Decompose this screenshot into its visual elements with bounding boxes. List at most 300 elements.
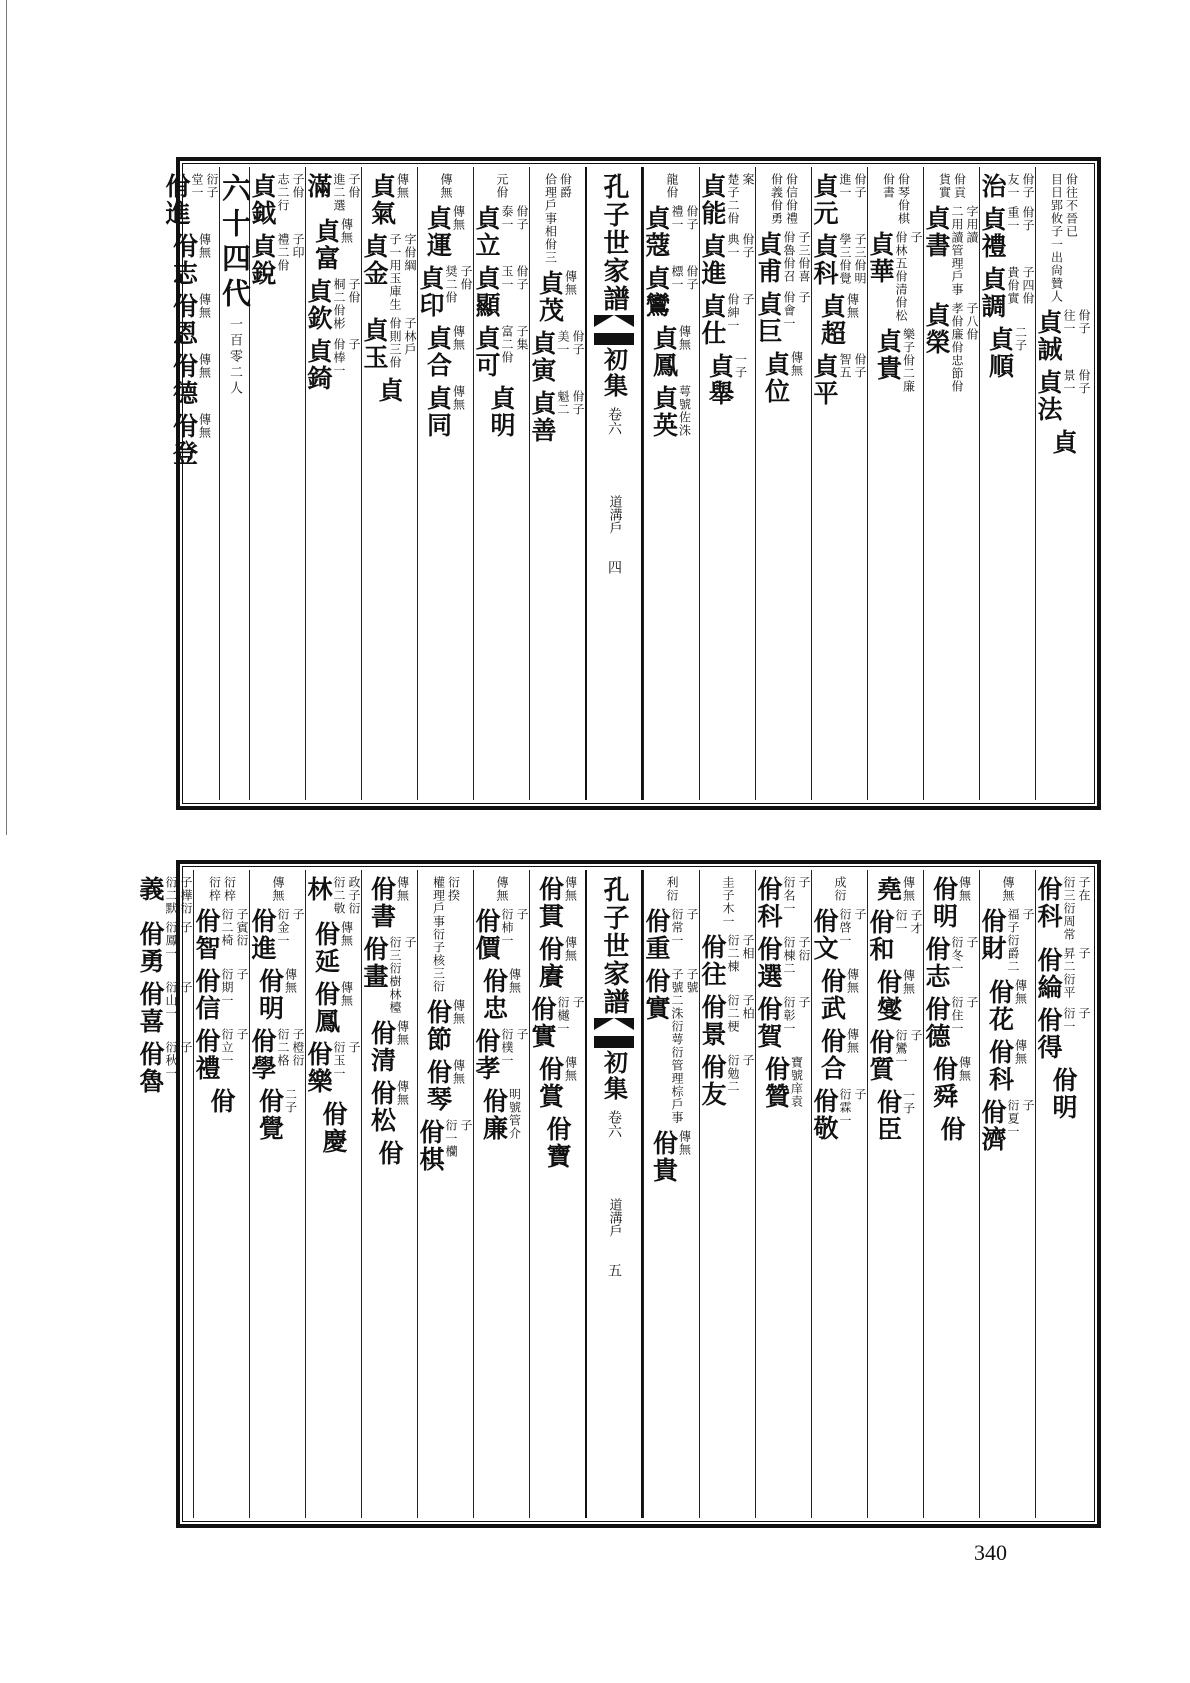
person-note: 傳無 xyxy=(271,876,285,902)
person-note: 子 xyxy=(347,338,361,351)
person-note: 佾子 xyxy=(571,390,585,416)
person-name: 佾 xyxy=(375,1140,404,1167)
person-name: 佾得 xyxy=(1034,1007,1063,1061)
person-entry xyxy=(311,921,354,975)
person-name: 佾勇 xyxy=(136,921,165,975)
person-note: 傳無 xyxy=(1013,1039,1028,1065)
person-note: 子佾 xyxy=(291,173,305,199)
person-note: 佾子 xyxy=(685,265,699,291)
person-note: 佾魯佾召 xyxy=(782,231,796,283)
person-name: 堯 xyxy=(873,876,903,903)
person-note: 衍立一 xyxy=(220,1028,234,1067)
person-entry xyxy=(756,231,811,285)
person-note: 禮二佾 xyxy=(276,233,290,272)
person-name: 佾志 xyxy=(922,936,951,990)
person-note: 衍樾一 xyxy=(556,996,570,1035)
person-name: 佾進 xyxy=(162,173,191,227)
person-name: 佾智 xyxy=(192,908,221,962)
person-name: 佾重 xyxy=(642,908,671,962)
person-note: 傳無 xyxy=(507,968,522,994)
person-name: 滿 xyxy=(304,173,333,200)
person-note: 一子 xyxy=(901,1089,916,1115)
scan-edge-line xyxy=(6,0,7,835)
person-note: 魁二 xyxy=(556,390,570,416)
person-note: 子 xyxy=(797,876,811,889)
person-entry xyxy=(194,1028,249,1082)
genealogy-column xyxy=(218,167,252,800)
person-note: 衍二梗 xyxy=(726,994,740,1033)
person-name: 貞 xyxy=(1049,429,1078,456)
person-entry xyxy=(306,173,361,212)
person-note: 傳無 xyxy=(439,173,453,199)
person-entry xyxy=(423,999,466,1053)
person-note: 利衍 xyxy=(665,876,679,902)
person-note: 傳無 xyxy=(957,876,972,902)
person-note: 佾會一 xyxy=(782,291,796,330)
person-note: 衍夏一 xyxy=(1006,1099,1020,1138)
person-note: 衍住一 xyxy=(950,996,964,1035)
person-name: 佾財 xyxy=(978,908,1007,962)
person-note: 子 xyxy=(965,996,979,1009)
person-name: 佾賞 xyxy=(535,1056,565,1110)
person-note: 二子 xyxy=(1013,326,1028,352)
person-name: 貞同 xyxy=(423,385,453,439)
person-entry xyxy=(1049,173,1079,303)
person-note: 佾書 xyxy=(881,173,896,199)
person-entry xyxy=(980,206,1035,260)
person-note: 字佾綱 xyxy=(403,233,417,272)
person-note: 子集 xyxy=(515,325,529,351)
person-name: 佾實 xyxy=(642,968,671,1022)
person-name: 貞鉞 xyxy=(248,173,277,227)
person-note: 志二行 xyxy=(276,173,290,212)
person-entry xyxy=(1036,1007,1091,1061)
person-entry xyxy=(194,968,249,1022)
person-note: 子 xyxy=(571,996,585,1009)
person-note: 傳無 xyxy=(901,876,916,902)
genealogy-column xyxy=(164,167,219,800)
person-entry xyxy=(700,173,755,227)
person-name: 貞金 xyxy=(360,233,389,287)
person-note: 子 xyxy=(741,1054,755,1067)
page-center-column xyxy=(585,870,643,1518)
person-entry xyxy=(756,876,811,930)
person-note: 堂一 xyxy=(190,173,204,199)
person-name: 貞超 xyxy=(817,293,847,347)
person-note: 佾子 xyxy=(1021,173,1035,199)
person-entry xyxy=(423,325,466,379)
person-name: 貞寅 xyxy=(528,330,557,384)
person-entry xyxy=(720,876,735,928)
person-entry xyxy=(367,1080,410,1134)
person-name: 佾和 xyxy=(866,909,895,963)
person-entry xyxy=(817,1028,860,1082)
person-name: 佾孝 xyxy=(472,1028,501,1082)
person-name: 治 xyxy=(978,173,1007,200)
person-name: 貞平 xyxy=(810,353,839,407)
person-name: 佾賡 xyxy=(535,936,565,990)
person-note: 傳無 xyxy=(845,968,860,994)
person-entry xyxy=(438,173,453,199)
person-note: 傳無 xyxy=(451,1059,466,1085)
person-entry xyxy=(756,996,811,1050)
person-entry xyxy=(817,968,860,1022)
person-name: 貞誠 xyxy=(1034,309,1063,363)
person-note: 子 xyxy=(797,291,811,304)
person-entry xyxy=(535,1056,578,1110)
person-note: 衍二敬 xyxy=(332,876,346,915)
person-note: 衍彰一 xyxy=(782,996,796,1035)
person-note: 子 xyxy=(909,231,923,244)
person-name: 佾松 xyxy=(367,1080,397,1134)
person-note: 子 xyxy=(1077,947,1091,960)
person-entry xyxy=(474,265,529,319)
person-name: 佾德 xyxy=(922,996,951,1050)
person-note: 佾林五佾清佾松 xyxy=(894,231,908,322)
person-entry xyxy=(1000,876,1015,902)
person-entry xyxy=(1036,876,1091,941)
person-name: 貞順 xyxy=(985,326,1015,380)
person-note: 佾爵 xyxy=(558,173,573,199)
person-note: 傳無 xyxy=(845,1028,860,1054)
person-note: 目日郢攸子一出尙贊人 xyxy=(1049,173,1064,303)
person-name: 佾實 xyxy=(528,996,557,1050)
person-entry xyxy=(873,1089,916,1143)
person-note: 貴佾實 xyxy=(1006,266,1020,305)
person-note: 衍玉一 xyxy=(332,1041,346,1080)
person-entry xyxy=(270,876,285,902)
person-note: 奨二佾 xyxy=(444,265,458,304)
genealogy-column xyxy=(979,870,1035,1518)
person-note: 衍梓 xyxy=(222,876,237,902)
person-entry xyxy=(474,205,529,259)
person-entry xyxy=(812,1088,867,1142)
person-note: 子 xyxy=(235,1028,249,1041)
person-note: 進二選 xyxy=(332,173,346,212)
genealogy-column xyxy=(249,870,305,1518)
genealogy-column xyxy=(305,870,361,1518)
person-entry xyxy=(980,1099,1035,1153)
person-name: 佾花 xyxy=(985,979,1015,1033)
person-entry xyxy=(367,1020,410,1074)
person-entry xyxy=(169,353,212,407)
clan-branch-label: 道溝戶 xyxy=(606,1198,622,1237)
person-name: 義 xyxy=(136,876,165,903)
genealogy-column xyxy=(529,167,585,800)
person-note: 佾子 xyxy=(741,233,755,259)
person-entry xyxy=(1036,309,1091,363)
person-note: 子 xyxy=(179,981,193,994)
person-note: 傳無 xyxy=(451,385,466,411)
person-entry xyxy=(545,1116,570,1170)
collection-label: 初集 xyxy=(599,347,629,399)
fishtail-mark xyxy=(594,315,634,345)
person-name: 佾友 xyxy=(698,1054,727,1108)
genealogy-column xyxy=(473,167,529,800)
person-note: 子印 xyxy=(291,233,305,259)
person-entry xyxy=(1036,947,1091,1001)
person-note: 佾子 xyxy=(515,265,529,291)
person-name: 佾琴 xyxy=(423,1059,453,1113)
person-name: 貞進 xyxy=(698,233,727,287)
generation-count: 一百零二人 xyxy=(227,317,242,397)
person-entry xyxy=(929,1056,972,1110)
person-entry xyxy=(494,876,509,902)
person-note: 傳無 xyxy=(563,1056,578,1082)
person-name: 佾科 xyxy=(1034,876,1063,930)
person-note: 子賓衍 xyxy=(235,908,249,947)
person-name: 佾燮 xyxy=(873,969,903,1023)
person-note: 玉一 xyxy=(500,265,514,291)
person-note: 衍樸一 xyxy=(500,1028,514,1067)
clan-branch-label: 道溝戶 xyxy=(606,495,622,534)
person-note: 傳無 xyxy=(451,325,466,351)
person-entry xyxy=(362,936,417,1014)
person-name: 貞能 xyxy=(698,173,727,227)
person-note: 衍期一 xyxy=(220,968,234,1007)
person-note: 楚子二佾 xyxy=(726,173,740,225)
person-name: 貞顯 xyxy=(472,265,501,319)
person-note: 衍三衍周常 xyxy=(1062,876,1076,941)
person-entry xyxy=(873,969,916,1023)
person-name: 佾濟 xyxy=(978,1099,1007,1153)
genealogy-column xyxy=(529,870,585,1518)
person-entry xyxy=(980,266,1035,320)
person-entry xyxy=(306,338,361,392)
person-name: 貞禮 xyxy=(978,206,1007,260)
person-note: 傳無 xyxy=(451,999,466,1025)
person-note: 子 xyxy=(347,1041,361,1054)
person-note: 子佾 xyxy=(347,173,361,199)
person-entry xyxy=(194,908,249,962)
person-note: 傳無 xyxy=(1013,979,1028,1005)
person-entry xyxy=(367,876,410,930)
person-entry xyxy=(321,1101,346,1155)
person-entry xyxy=(664,173,679,199)
person-note: 一子 xyxy=(733,353,748,379)
person-entry xyxy=(644,265,699,319)
person-note: 子八佾 xyxy=(965,302,979,341)
person-entry xyxy=(937,173,967,199)
person-entry xyxy=(700,293,755,347)
person-note: 往一 xyxy=(1062,309,1076,335)
genealogy-column xyxy=(979,167,1035,800)
person-name: 貞書 xyxy=(922,205,951,259)
person-note: 衍梓 xyxy=(207,876,222,902)
person-note: 二用讀管理戶事 xyxy=(950,205,964,296)
person-note: 傳無 xyxy=(451,205,466,231)
person-note: 案 xyxy=(741,173,755,186)
person-entry xyxy=(985,1039,1028,1093)
person-entry xyxy=(873,328,916,393)
genealogy-column xyxy=(138,870,193,1518)
person-name: 佾質 xyxy=(866,1029,895,1083)
person-note: 衍揆 xyxy=(446,876,461,902)
person-name: 佾喜 xyxy=(136,981,165,1035)
person-name: 佾棋 xyxy=(416,1119,445,1173)
person-entry xyxy=(479,1088,522,1142)
person-entry xyxy=(924,205,979,296)
person-entry xyxy=(377,1140,402,1167)
person-note: 子林戶 xyxy=(403,317,417,356)
person-note: 貨實 xyxy=(937,173,952,199)
person-name: 佾價 xyxy=(472,908,501,962)
person-name: 貞欽 xyxy=(304,278,333,332)
person-note: 傳無 xyxy=(395,173,410,199)
person-note: 子相 xyxy=(741,934,755,960)
person-note: 智五 xyxy=(838,353,852,379)
person-name: 貞位 xyxy=(761,351,791,405)
person-note: 衍鸞一 xyxy=(894,1029,908,1068)
person-entry xyxy=(644,205,699,259)
genealogy-page-top xyxy=(162,157,1101,810)
person-name: 貞科 xyxy=(810,233,839,287)
person-note: 傳無 xyxy=(845,293,860,319)
person-note: 衍秋一 xyxy=(164,1041,178,1080)
person-entry xyxy=(761,1056,804,1110)
person-name: 貞仕 xyxy=(698,293,727,347)
person-entry xyxy=(367,173,410,227)
person-note: 子 xyxy=(797,996,811,1009)
person-name: 佾明 xyxy=(929,876,959,930)
person-entry xyxy=(761,351,804,405)
person-note: 成衍 xyxy=(833,876,847,902)
person-entry xyxy=(535,936,578,990)
person-note: 傳無 xyxy=(789,351,804,377)
person-entry xyxy=(138,981,193,1035)
person-note: 子 xyxy=(909,1029,923,1042)
person-note: 傳無 xyxy=(677,1130,692,1156)
person-name: 佾志 xyxy=(169,233,199,287)
person-name: 貞法 xyxy=(1034,369,1063,423)
person-note: 禮一 xyxy=(670,205,684,231)
person-name: 貞善 xyxy=(528,390,557,444)
person-name: 佾舜 xyxy=(929,1056,959,1110)
person-note: 佾信佾禮 xyxy=(784,173,799,225)
person-entry xyxy=(362,317,417,371)
person-note: 標一 xyxy=(670,265,684,291)
genealogy-columns xyxy=(136,870,1091,1518)
person-entry xyxy=(756,291,811,345)
person-note: 子衍 xyxy=(797,936,811,962)
person-name: 貞銳 xyxy=(248,233,277,287)
person-note: 子橙衍 xyxy=(291,1028,305,1067)
person-note: 佾義佾勇 xyxy=(769,173,784,225)
person-note: 元佾 xyxy=(495,173,509,199)
person-note: 子 xyxy=(459,1119,473,1132)
person-note: 傳無 xyxy=(339,921,354,947)
person-note: 傳無 xyxy=(197,293,212,319)
person-note: 子 xyxy=(235,968,249,981)
person-name: 貞蔻 xyxy=(642,205,671,259)
person-name: 佾樂 xyxy=(304,1041,333,1095)
person-note: 子 xyxy=(179,921,193,934)
genealogy-column xyxy=(643,167,699,800)
genealogy-column xyxy=(417,870,473,1518)
person-note: 傳無 xyxy=(957,1056,972,1082)
person-name: 貞巨 xyxy=(754,291,783,345)
person-note: 傳無 xyxy=(677,325,692,351)
person-note: 子三佾明 xyxy=(853,233,867,285)
person-entry xyxy=(255,968,298,1022)
person-entry xyxy=(250,908,305,962)
person-note: 衍柿一 xyxy=(500,908,514,947)
person-entry xyxy=(868,231,923,322)
genealogy-column xyxy=(1035,870,1091,1518)
person-note: 字用讀 xyxy=(965,205,979,244)
person-name: 佾貴 xyxy=(649,1130,679,1184)
person-note: 龍佾 xyxy=(665,173,679,199)
person-note: 昇二衍平 xyxy=(1062,947,1076,999)
person-note: 子三佾喜 xyxy=(797,231,811,283)
person-entry xyxy=(812,173,867,227)
person-note: 子 xyxy=(1021,1099,1035,1112)
person-entry xyxy=(812,353,867,407)
person-note: 佾貢 xyxy=(952,173,967,199)
person-entry xyxy=(255,1088,298,1142)
person-note: 衍啓一 xyxy=(838,908,852,947)
page-center-column xyxy=(585,167,643,800)
person-name: 佾忠 xyxy=(479,968,509,1022)
person-entry xyxy=(423,205,466,259)
person-entry xyxy=(1051,1067,1076,1121)
person-entry xyxy=(306,876,361,915)
person-note: 衍棟二 xyxy=(782,936,796,975)
person-note: 典一 xyxy=(726,233,740,259)
person-name: 貞貴 xyxy=(873,328,903,382)
person-entry xyxy=(929,876,972,930)
person-note: 衍金一 xyxy=(276,908,290,947)
person-name: 佾德 xyxy=(169,353,199,407)
person-name: 佾綸 xyxy=(1034,947,1063,1001)
person-note: 佾棒一 xyxy=(332,338,346,377)
person-entry xyxy=(423,385,466,439)
person-note: 美一 xyxy=(556,330,570,356)
person-entry xyxy=(705,353,748,407)
person-note: 傳無 xyxy=(1001,876,1015,902)
person-note: 佾子 xyxy=(685,205,699,231)
person-note: 子 xyxy=(515,908,529,921)
genealogy-columns xyxy=(162,167,1091,800)
volume-label: 卷六 xyxy=(606,407,622,435)
person-entry xyxy=(543,173,573,264)
person-name: 佾往 xyxy=(698,934,727,988)
person-entry xyxy=(306,1041,361,1095)
person-name: 佾廉 xyxy=(479,1088,509,1142)
person-name: 貞甫 xyxy=(754,231,783,285)
person-note: 子號 xyxy=(685,968,699,994)
person-name: 佾慶 xyxy=(319,1101,348,1155)
genealogy-column xyxy=(755,870,811,1518)
person-entry xyxy=(169,293,212,347)
person-note: 佾子 xyxy=(515,205,529,231)
person-note: 佾子 xyxy=(1077,309,1091,335)
person-note: 衍二默 xyxy=(164,876,178,915)
person-note: 衍常一 xyxy=(670,908,684,947)
person-entry xyxy=(769,173,799,225)
person-entry xyxy=(756,936,811,990)
leaf-number: 四 xyxy=(606,560,622,574)
person-note: 子才 xyxy=(909,909,923,935)
person-name: 佾信 xyxy=(192,968,221,1022)
person-name: 佾科 xyxy=(754,876,783,930)
person-name: 佾武 xyxy=(817,968,847,1022)
person-name: 貞運 xyxy=(423,205,453,259)
person-note: 福子衍爵二 xyxy=(1006,908,1020,973)
person-name: 貞榮 xyxy=(922,302,951,356)
person-note: 傳無 xyxy=(283,968,298,994)
genealogy-column xyxy=(811,167,867,800)
